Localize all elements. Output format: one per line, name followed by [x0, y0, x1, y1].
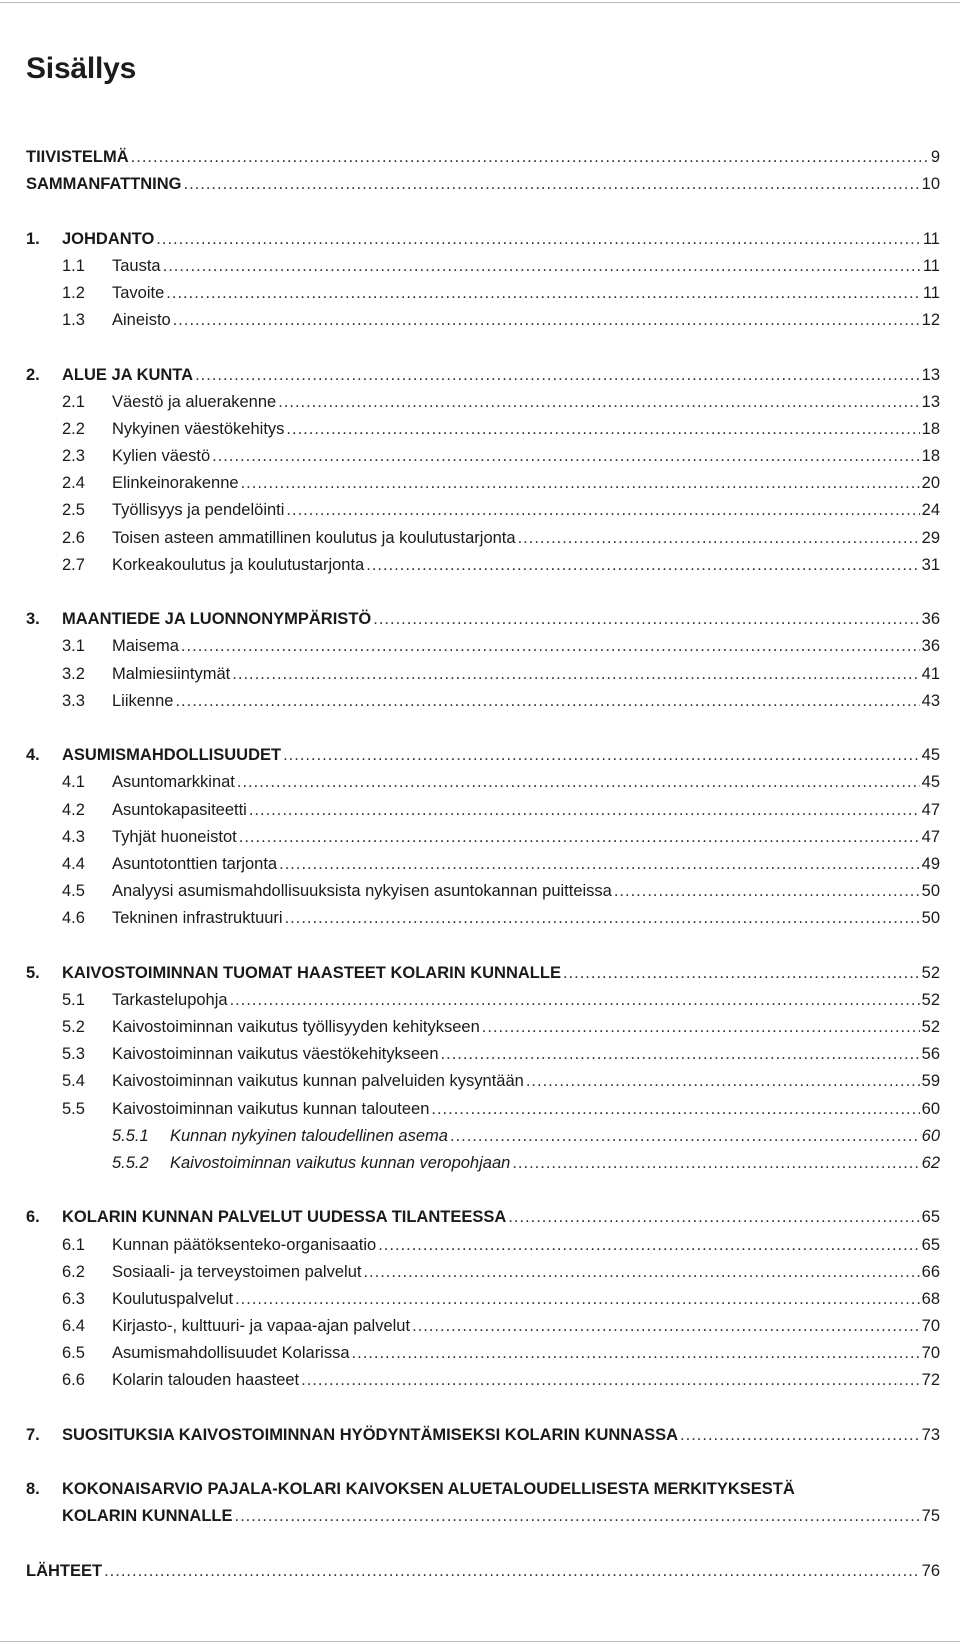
dot-leader: [614, 878, 920, 905]
toc-entry-number: 5.5.1: [112, 1126, 149, 1145]
toc-entry-number: 6.1: [62, 1235, 85, 1254]
toc-entry-title: ASUMISMAHDOLLISUUDET: [62, 746, 282, 765]
toc-entry-title: Korkeakoulutus ja koulutustarjonta: [112, 555, 365, 574]
dot-leader: [526, 1068, 920, 1095]
toc-entry-page: 47: [921, 800, 940, 819]
toc-entry-title: Kaivostoiminnan vaikutus kunnan palveluiden kysyntään: [112, 1072, 524, 1091]
toc-entry-title: Kaivostoiminnan vaikutus väestökehitykseen: [112, 1045, 439, 1064]
toc-entry-title: Liikenne: [112, 691, 174, 710]
toc-entry-page: 11: [922, 256, 940, 275]
dot-leader: [235, 1503, 920, 1530]
toc-entry-title: Tekninen infrastruktuuri: [112, 909, 283, 928]
toc-entry-page: 66: [921, 1262, 940, 1281]
toc-entry-title: SUOSITUKSIA KAIVOSTOIMINNAN HYÖDYNTÄMISEKSI KOLARIN KUNNASSA: [62, 1425, 679, 1444]
dot-leader: [237, 769, 920, 796]
toc-entry[interactable]: [26, 497, 940, 524]
toc-entry-title: Kolarin talouden haasteet: [112, 1371, 300, 1390]
toc-entry[interactable]: [26, 171, 940, 198]
toc-entry-title: Maisema: [112, 637, 179, 656]
toc-entry-page: 11: [922, 229, 940, 248]
toc-entry-number: 5.5.2: [112, 1153, 149, 1172]
toc-entry-page: 20: [921, 474, 940, 493]
toc-entry-number: 3.: [26, 610, 40, 629]
dot-leader: [212, 443, 920, 470]
toc-entry-title: JOHDANTO: [62, 229, 155, 248]
dot-leader: [195, 362, 920, 389]
dot-leader: [286, 497, 919, 524]
page-title: Sisällys: [26, 52, 137, 85]
toc-entry-title: Toisen asteen ammatillinen koulutus ja koulutustarjonta: [112, 528, 516, 547]
toc-entry-page: 72: [921, 1371, 940, 1390]
toc-entry-title: Työllisyys ja pendelöinti: [112, 501, 285, 520]
toc-entry[interactable]: [26, 1340, 940, 1367]
toc-entry-title: KOLARIN KUNNALLE: [62, 1507, 233, 1526]
toc-entry-title: Kaivostoiminnan vaikutus kunnan veropohjaan: [170, 1153, 511, 1172]
toc-entry[interactable]: [26, 389, 940, 416]
toc-entry-number: 4.6: [62, 909, 85, 928]
toc-entry-number: 1.2: [62, 283, 85, 302]
toc-entry-title: KOLARIN KUNNAN PALVELUT UUDESSA TILANTEESSA: [62, 1208, 507, 1227]
toc-entry-page: 29: [921, 528, 940, 547]
toc-entry[interactable]: [26, 280, 940, 307]
dot-leader: [508, 1204, 919, 1231]
toc-entry-number: 4.4: [62, 854, 85, 873]
toc-entry[interactable]: [26, 470, 940, 497]
toc-entry-number: 2.5: [62, 501, 85, 520]
dot-leader: [450, 1123, 920, 1150]
toc-entry[interactable]: [26, 1476, 940, 1503]
toc-entry-page: 60: [921, 1126, 940, 1145]
toc-entry-title: Kaivostoiminnan vaikutus kunnan talouteen: [112, 1099, 430, 1118]
toc-entry[interactable]: [26, 144, 940, 171]
toc-entry[interactable]: [26, 797, 940, 824]
toc-entry-title: Kaivostoiminnan vaikutus työllisyyden kehitykseen: [112, 1018, 480, 1036]
toc-entry-title: Tavoite: [112, 283, 165, 302]
toc-entry[interactable]: [26, 253, 940, 280]
dot-leader: [518, 525, 920, 552]
toc-entry-number: 5.5: [62, 1099, 85, 1118]
toc-entry-number: 6.4: [62, 1317, 85, 1336]
dot-leader: [680, 1422, 920, 1449]
toc-entry-number: 4.1: [62, 773, 85, 792]
toc-entry-title: Väestö ja aluerakenne: [112, 392, 277, 411]
toc-entry-number: 6.5: [62, 1344, 85, 1363]
toc-entry-number: 4.5: [62, 882, 85, 901]
toc-entry-page: 10: [921, 175, 940, 194]
toc-entry[interactable]: [26, 1068, 940, 1095]
dot-leader: [431, 1096, 919, 1123]
toc-entry-title: Malmiesiintymät: [112, 664, 231, 683]
dot-leader: [352, 1340, 920, 1367]
toc-entry[interactable]: [26, 1150, 940, 1177]
dot-leader: [283, 742, 920, 769]
dot-leader: [363, 1259, 919, 1286]
toc-entry-page: 12: [921, 311, 940, 330]
toc-entry-title: TIIVISTELMÄ: [26, 148, 129, 166]
toc-entry[interactable]: [26, 1313, 940, 1340]
dot-leader: [441, 1041, 920, 1068]
dot-leader: [232, 661, 919, 688]
dot-leader: [412, 1313, 920, 1340]
dot-leader: [373, 606, 919, 633]
toc-entry-page: 11: [922, 283, 940, 302]
toc-entry-number: 8.: [26, 1480, 40, 1499]
dot-leader: [173, 307, 920, 334]
toc-entry-page: 47: [921, 827, 940, 846]
toc-entry[interactable]: [26, 226, 940, 253]
toc-entry[interactable]: [26, 362, 940, 389]
toc-entry-title: Tausta: [112, 256, 161, 275]
toc-entry[interactable]: [26, 1014, 940, 1041]
dot-leader: [175, 688, 919, 715]
toc-entry[interactable]: [26, 552, 940, 579]
toc-entry-page: 75: [921, 1507, 940, 1526]
toc-entry-title: Nykyinen väestökehitys: [112, 419, 285, 438]
toc-entry-page: 45: [921, 773, 940, 792]
toc-entry-number: 5.: [26, 963, 40, 982]
toc-entry[interactable]: [26, 1286, 940, 1313]
toc-entry-title: Tarkastelupohja: [112, 990, 228, 1009]
toc-entry[interactable]: [26, 824, 940, 851]
toc-entry-title: Asuntotonttien tarjonta: [112, 854, 278, 873]
dot-leader: [239, 824, 920, 851]
bottom-rule: [0, 1641, 960, 1642]
toc-entry-title: Asuntokapasiteetti: [112, 800, 247, 819]
toc-entry-title: Sosiaali- ja terveystoimen palvelut: [112, 1262, 362, 1281]
toc-entry-number: 5.3: [62, 1045, 85, 1064]
toc-entry-page: 36: [921, 610, 940, 629]
toc-entry-number: 7.: [26, 1425, 40, 1444]
toc-entry-page: 45: [921, 746, 940, 765]
toc-entry-page: 50: [921, 909, 940, 928]
toc-entry[interactable]: [26, 1204, 940, 1231]
toc-entry-page: 50: [921, 882, 940, 901]
toc-entry[interactable]: [26, 633, 940, 660]
dot-leader: [230, 987, 920, 1014]
toc-entry-title: Tyhjät huoneistot: [112, 827, 237, 846]
dot-leader: [279, 851, 920, 878]
toc-entry-number: 2.1: [62, 392, 85, 411]
toc-entry-number: 5.2: [62, 1018, 85, 1036]
dot-leader: [563, 960, 920, 987]
toc-entry[interactable]: [26, 1367, 940, 1394]
toc-entry-title: Asumismahdollisuudet Kolarissa: [112, 1344, 350, 1363]
toc-entry-number: 6.3: [62, 1289, 85, 1308]
toc-entry-page: 65: [921, 1208, 940, 1227]
dot-leader: [131, 144, 929, 171]
toc-entry-page: 18: [921, 419, 940, 438]
dot-leader: [482, 1014, 920, 1041]
toc-entry-number: 6.: [26, 1208, 40, 1227]
dot-leader: [104, 1558, 920, 1585]
toc-entry-page: 13: [921, 365, 940, 384]
toc-entry[interactable]: [26, 905, 940, 932]
toc-entry-page: 43: [921, 691, 940, 710]
toc-entry-page: 60: [921, 1099, 940, 1118]
toc-entry-page: 36: [921, 637, 940, 656]
toc-entry[interactable]: [26, 525, 940, 552]
dot-leader: [278, 389, 919, 416]
toc-entry[interactable]: [26, 661, 940, 688]
toc-entry-number: 4.3: [62, 827, 85, 846]
toc-entry-number: 2.6: [62, 528, 85, 547]
dot-leader: [163, 253, 921, 280]
dot-leader: [241, 470, 920, 497]
toc-entry-number: 1.1: [62, 256, 85, 275]
dot-leader: [156, 226, 921, 253]
toc-entry-number: 2.4: [62, 474, 85, 493]
dot-leader: [181, 633, 920, 660]
dot-leader: [249, 797, 920, 824]
toc-entry-page: 52: [921, 1018, 940, 1036]
dot-leader: [378, 1232, 919, 1259]
toc-entry[interactable]: [26, 606, 940, 633]
toc-entry-page: 73: [921, 1425, 940, 1444]
dot-leader: [235, 1286, 920, 1313]
dot-leader: [184, 171, 920, 198]
toc-entry[interactable]: [26, 1259, 940, 1286]
toc-entry-number: 6.6: [62, 1371, 85, 1390]
toc-entry[interactable]: [26, 851, 940, 878]
toc-entry[interactable]: [26, 1096, 940, 1123]
toc-entry-page: 65: [921, 1235, 940, 1254]
toc-entry-page: 56: [921, 1045, 940, 1064]
toc-entry-title: Analyysi asumismahdollisuuksista nykyisen asuntokannan puitteissa: [112, 882, 612, 901]
toc-entry-page: 49: [921, 854, 940, 873]
toc-entry-page: 52: [921, 963, 940, 982]
toc-entry-number: 1.3: [62, 311, 85, 330]
toc-entry-number: 5.4: [62, 1072, 85, 1091]
toc-entry-title: Kylien väestö: [112, 447, 211, 466]
dot-leader: [286, 416, 919, 443]
toc-entry[interactable]: [26, 769, 940, 796]
toc-entry-title: KOKONAISARVIO PAJALA-KOLARI KAIVOKSEN ALUETALOUDELLISESTA MERKITYKSESTÄ: [62, 1480, 795, 1499]
toc-entry[interactable]: [26, 987, 940, 1014]
toc-entry-number: 4.2: [62, 800, 85, 819]
toc-entry-page: 52: [921, 990, 940, 1009]
dot-leader: [366, 552, 919, 579]
toc-entry-title: Aineisto: [112, 311, 171, 330]
toc-entry-page: 13: [921, 392, 940, 411]
toc-entry[interactable]: [26, 960, 940, 987]
toc-entry-title: Kunnan nykyinen taloudellinen asema: [170, 1126, 448, 1145]
toc-entry-number: 3.2: [62, 664, 85, 683]
top-rule: [0, 2, 960, 3]
toc-entry-number: 3.3: [62, 691, 85, 710]
toc-entry[interactable]: [26, 416, 940, 443]
toc-entry-title: Kunnan päätöksenteko-organisaatio: [112, 1235, 377, 1254]
toc-entry-number: 2.3: [62, 447, 85, 466]
toc-entry-title: MAANTIEDE JA LUONNONYMPÄRISTÖ: [62, 610, 372, 629]
toc-entry-page: 24: [921, 501, 940, 520]
dot-leader: [166, 280, 921, 307]
toc-entry-page: 9: [930, 148, 940, 166]
toc-entry[interactable]: [26, 1422, 940, 1449]
toc-entry-title: LÄHTEET: [26, 1561, 103, 1580]
dot-leader: [285, 905, 920, 932]
toc-entry-title: Elinkeinorakenne: [112, 474, 239, 493]
toc-entry-number: 2.7: [62, 555, 85, 574]
toc-entry-continuation[interactable]: [26, 1503, 940, 1530]
toc-entry-title: Kirjasto-, kulttuuri- ja vapaa-ajan palvelut: [112, 1317, 411, 1336]
toc-entry-page: 18: [921, 447, 940, 466]
toc-entry[interactable]: [26, 742, 940, 769]
toc-entry[interactable]: [26, 307, 940, 334]
toc-entry[interactable]: [26, 1232, 940, 1259]
toc-entry-number: 1.: [26, 229, 40, 248]
toc-entry-number: 6.2: [62, 1262, 85, 1281]
table-of-contents: [26, 144, 940, 1585]
toc-entry[interactable]: [26, 1041, 940, 1068]
toc-entry[interactable]: [26, 688, 940, 715]
toc-entry[interactable]: [26, 1123, 940, 1150]
toc-entry-page: 62: [921, 1153, 940, 1172]
toc-entry-number: 2.: [26, 365, 40, 384]
toc-entry-page: 68: [921, 1289, 940, 1308]
toc-entry-number: 2.2: [62, 419, 85, 438]
toc-entry-number: 5.1: [62, 990, 85, 1009]
toc-entry[interactable]: [26, 443, 940, 470]
toc-entry-number: 3.1: [62, 637, 85, 656]
toc-entry-page: 76: [921, 1561, 940, 1580]
toc-entry-title: SAMMANFATTNING: [26, 175, 182, 194]
toc-entry-page: 41: [921, 664, 940, 683]
toc-entry-page: 59: [921, 1072, 940, 1091]
toc-entry-sources[interactable]: [26, 1558, 940, 1585]
toc-entry-title: Koulutuspalvelut: [112, 1289, 234, 1308]
toc-entry[interactable]: [26, 878, 940, 905]
toc-entry-title: KAIVOSTOIMINNAN TUOMAT HAASTEET KOLARIN KUNNALLE: [62, 963, 561, 982]
dot-leader: [301, 1367, 920, 1394]
toc-entry-title: ALUE JA KUNTA: [62, 365, 194, 384]
toc-entry-number: 4.: [26, 746, 40, 765]
toc-entry-page: 70: [921, 1317, 940, 1336]
toc-entry-page: 31: [921, 555, 940, 574]
dot-leader: [512, 1150, 919, 1177]
toc-entry-page: 70: [921, 1344, 940, 1363]
toc-entry-title: Asuntomarkkinat: [112, 773, 235, 792]
